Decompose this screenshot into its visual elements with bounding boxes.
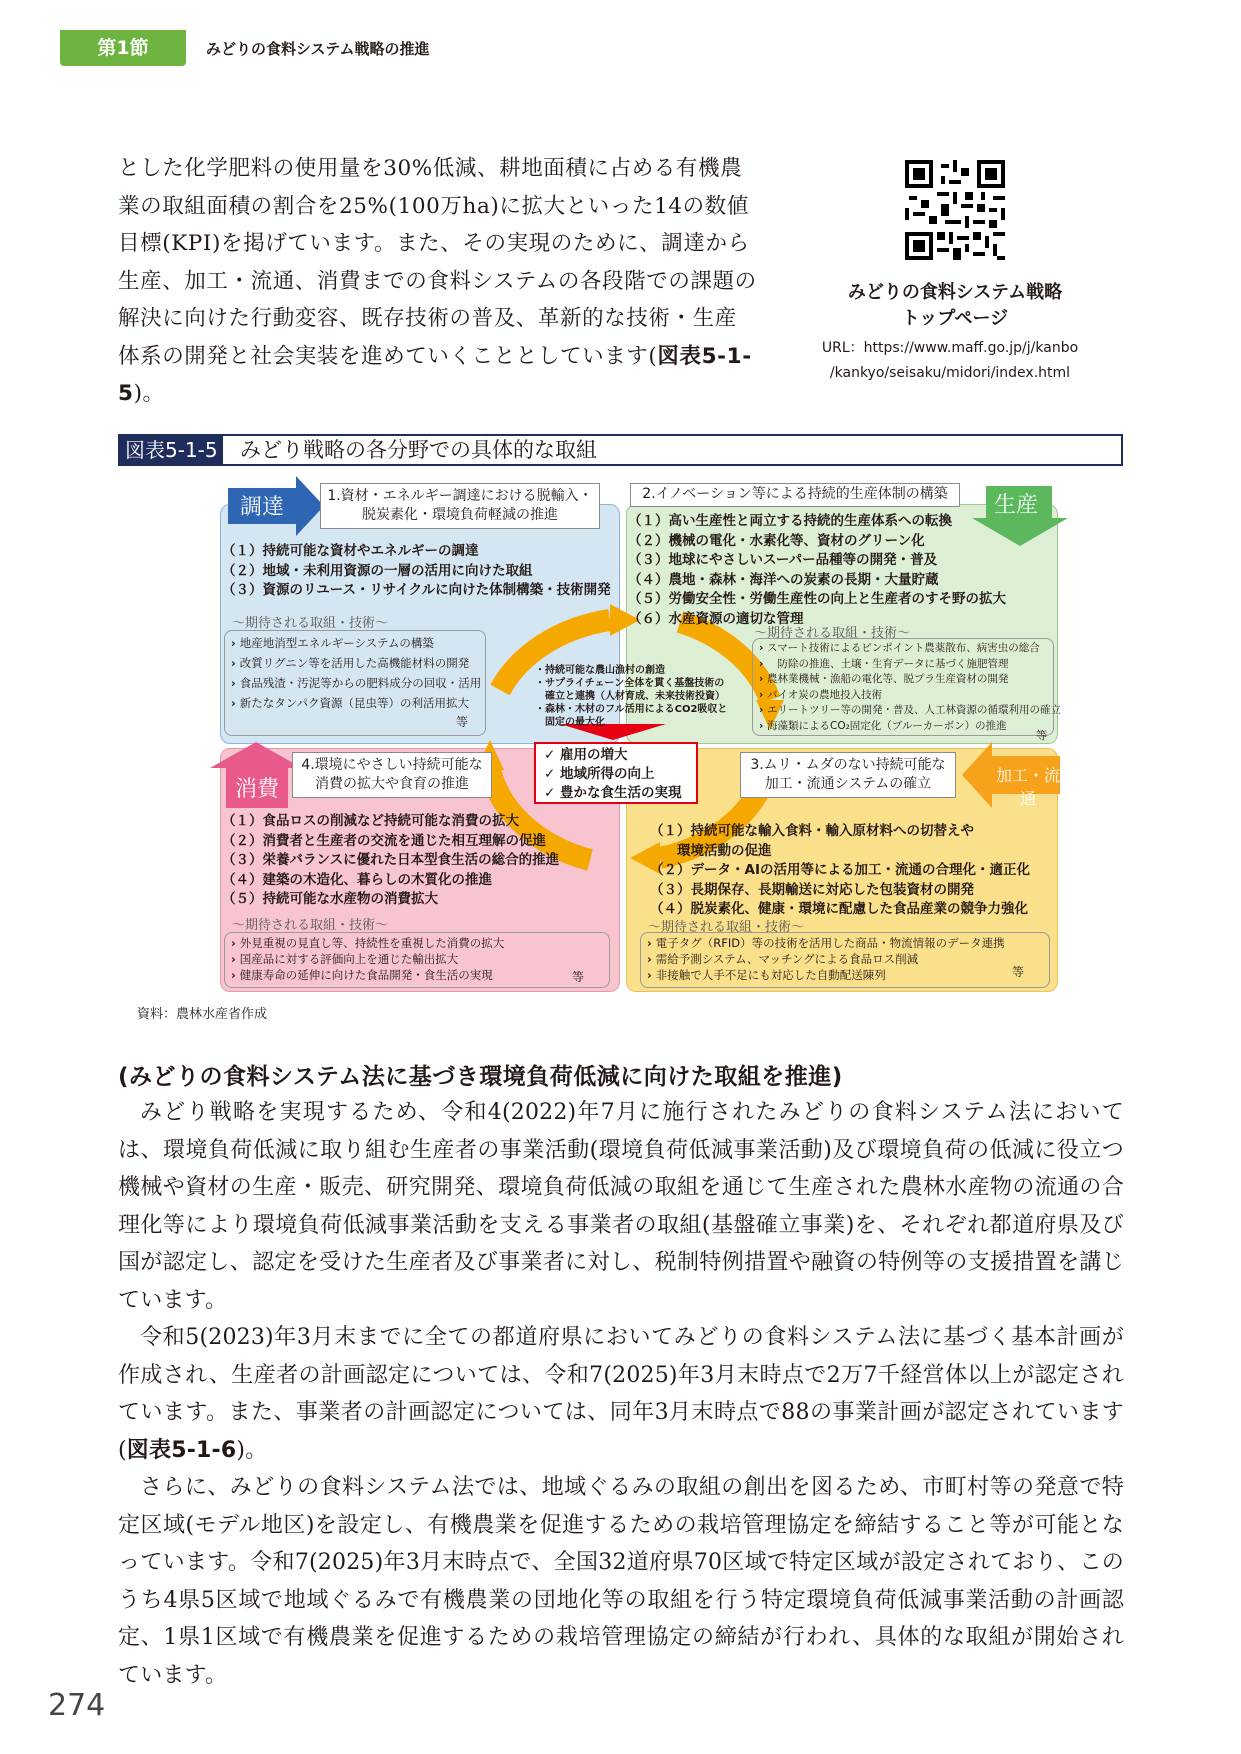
list-item: （３）栄養バランスに優れた日本型食生活の総合的推進 (222, 852, 560, 868)
production-heading: 2.イノベーション等による持続的生産体制の構築 (630, 483, 960, 507)
list-item: › 防除の推進、土壌・生育データに基づく施肥管理 (759, 657, 1047, 673)
list-item: （２）消費者と生産者の交流を通じた相互理解の促進 (222, 832, 546, 849)
list-item: › 新たなタンパク資源（昆虫等）の利活用拡大 (231, 693, 479, 713)
list-item: › 改質リグニン等を活用した高機能材料の開発 (231, 653, 479, 673)
paragraph: さらに、みどりの食料システム法では、地域ぐるみの取組の創出を図るため、市町村等の発意で特定区域(モデル地区)を設定し、有機農業を促進するための栽培管理協定を締結すること等が可能となっています。令和7(2025)年3月末時点で、全国32道府県70区域で特定区域が設定されており、このうち4県5区域で地域ぐるみで有機農業の団地化等の取組を行う特定環境負荷低減事業活動の計画認定、1県1区域で有機農業を促進するための栽培管理協定の締結が行われ、具体的な取組が開始されています。 (118, 1475, 1124, 1688)
list-item: （４）農地・森林・海洋への炭素の長期・大量貯蔵 (628, 571, 939, 588)
center-line: ・森林・木材のフル活用によるCO2吸収と (535, 704, 728, 715)
qr-caption-line2: トップページ (901, 308, 1009, 329)
list-item: （６）水産資源の適切な管理 (628, 610, 804, 627)
list-item: （２）機械の電化・水素化等、資材のグリーン化 (628, 532, 925, 549)
list-item: › 需給予測システム、マッチングによる食品ロス削減 (647, 951, 1043, 967)
processing-tech-heading: 〜期待される取組・技術〜 (648, 920, 805, 935)
procurement-tech-heading: 〜期待される取組・技術〜 (232, 616, 389, 631)
list-item: › 国産品に対する評価向上を通じた輸出拡大 (231, 951, 603, 967)
consumption-heading-line1: 4.環境にやさしい持続可能な (301, 757, 483, 773)
list-item: （２）データ・AIの活用等による加工・流通の合理化・適正化 (650, 862, 1030, 878)
center-text (535, 664, 745, 729)
production-tech-list (752, 638, 1061, 736)
consumption-heading (292, 752, 492, 798)
processing-heading-line1: 3.ムリ・ムダのない持続可能な (750, 757, 946, 773)
qr-caption-line1: みどりの食料システム戦略 (847, 282, 1063, 303)
list-item: （１）高い生産性と両立する持続的生産体系への転換 (628, 513, 952, 529)
list-item: › エリートツリー等の開発・普及、人工林資源の循環利用の確立 (759, 703, 1047, 719)
outcome-item: ✓ 地域所得の向上 (544, 765, 696, 784)
processing-heading-line2: 加工・流通システムの確立 (764, 776, 932, 792)
consumption-tag: 消費 (234, 777, 279, 802)
intro-text-end: )。 (133, 381, 165, 406)
list-item: › 地産地消型エネルギーシステムの構築 (231, 633, 479, 653)
processing-heading (740, 752, 956, 798)
production-items (628, 512, 1006, 629)
figure-reference[interactable]: 図表5-1-5 (118, 343, 752, 406)
outcome-box (534, 742, 698, 804)
consumption-etc: 等 (572, 970, 585, 984)
processing-tag: 加工・流通 (995, 766, 1060, 808)
procurement-tag: 調達 (239, 495, 284, 520)
center-line: 固定の最大化 (535, 717, 605, 728)
section-heading: (みどりの食料システム法に基づき環境負荷低減に向けた取組を推進) (118, 1064, 843, 1090)
paragraph: みどり戦略を実現するため、令和4(2022)年7月に施行されたみどりの食料システム法においては、環境負荷低減に取り組む生産者の事業活動(環境負荷低減事業活動)及び環境負荷の低減に役立つ機械や資材の生産・販売、研究開発、環境負荷低減の取組を通じて生産された農林水産物の流通の合理化等により環境負荷低減事業活動を支える事業者の取組(基盤確立事業)を、それぞれ都道府県及び国が認定し、認定を受けた生産者及び事業者に対し、税制特例措置や融資の特例等の支援措置を講じています。 (118, 1100, 1124, 1313)
outcome-item: ✓ 雇用の増大 (544, 746, 696, 765)
list-item: › スマート技術によるピンポイント農薬散布、病害虫の総合 (759, 641, 1047, 657)
procurement-items (222, 542, 611, 601)
outcome-item: ✓ 豊かな食生活の実現 (544, 784, 696, 803)
consumption-heading-line2: 消費の拡大や食育の推進 (315, 776, 469, 792)
production-tech-heading: 〜期待される取組・技術〜 (754, 626, 911, 641)
list-item: （５）持続可能な水産物の消費拡大 (222, 891, 438, 907)
list-item: （５）労働安全性・労働生産性の向上と生産者のすそ野の拡大 (628, 591, 1006, 607)
list-item: （１）食品ロスの削減など持続可能な消費の拡大 (222, 813, 519, 829)
qr-url-line1: URL：https://www.maff.go.jp/j/kanbo (821, 340, 1079, 356)
list-item: › 電子タグ（RFID）等の技術を活用した商品・物流情報のデータ連携 (647, 935, 1043, 951)
list-item: › 農林業機械・漁船の電化等、脱プラ生産資材の開発 (759, 672, 1047, 688)
procurement-etc: 等 (456, 715, 469, 729)
list-item: （３）地球にやさしいスーパー品種等の開発・普及 (628, 552, 938, 568)
list-item: （２）地域・未利用資源の一層の活用に向けた取組 (222, 562, 533, 579)
list-item: › 食品残渣・汚泥等からの肥料成分の回収・活用 (231, 673, 479, 693)
processing-items (650, 822, 1030, 920)
paragraph-text: 令和5(2023)年3月末までに全ての都道府県においてみどりの食料システム法に基づく基本計画が作成され、生産者の計画認定については、令和7(2025)年3月末時点で2万7千経営体以上が認定されています。また、事業者の計画認定については、同年3月末時点で88の事業計画が認定されています( (118, 1325, 1124, 1463)
list-item: （１）持続可能な輸入食料・輸入原材料への切替えや (650, 823, 974, 839)
center-line: 確立と連携（人材育成、未来技術投資） (535, 691, 725, 702)
list-item: 環境活動の促進 (650, 842, 772, 859)
list-item: › バイオ炭の農地投入技術 (759, 688, 1047, 704)
section-tab: 第1節 (60, 30, 186, 66)
center-line: ・持続可能な農山漁村の創造 (535, 665, 665, 676)
procurement-heading (320, 483, 600, 529)
list-item: （４）建築の木造化、暮らしの木質化の推進 (222, 871, 492, 888)
procurement-tech-list (224, 630, 486, 736)
list-item: › 海藻類によるCO₂固定化（ブルーカーボン）の推進 (759, 719, 1047, 735)
intro-text: とした化学肥料の使用量を30%低減、耕地面積に占める有機農業の取組面積の割合を25%(100万ha)に拡大といった14の数値目標(KPI)を掲げています。また、その実現のために、調達から生産、加工・流通、消費までの食料システムの各段階での課題の解決に向けた行動変容、既存技術の普及、革新的な技術・生産体系の開発と社会実装を進めていくこととしています( (118, 156, 757, 369)
processing-tech-list (640, 932, 1050, 988)
list-item: › 外見重視の見直し等、持続性を重視した消費の拡大 (231, 935, 603, 951)
list-item: （３）資源のリユース・リサイクルに向けた体制構築・技術開発 (222, 582, 611, 598)
consumption-tech-heading: 〜期待される取組・技術〜 (232, 918, 389, 933)
procurement-heading-line1: 1.資材・エネルギー調達における脱輸入・ (327, 488, 593, 504)
figure-title: みどり戦略の各分野での具体的な取組 (240, 438, 597, 462)
procurement-heading-line2: 脱炭素化・環境負荷軽減の推進 (362, 507, 558, 523)
center-line: ・サプライチェーン全体を貫く基盤技術の (535, 678, 725, 689)
body-text (118, 1094, 1124, 1694)
consumption-tech-list (224, 932, 610, 988)
figure-label: 図表5-1-5 (120, 436, 223, 464)
list-item: （３）長期保存、長期輸送に対応した包装資材の開発 (650, 881, 974, 898)
figure-reference[interactable]: 図表5-1-6 (126, 1437, 237, 1463)
paragraph (118, 1319, 1124, 1469)
list-item: › 健康寿命の延伸に向けた食品開発・食生活の実現 (231, 967, 603, 983)
list-item: （４）脱炭素化、健康・環境に配慮した食品産業の競争力強化 (650, 901, 1028, 917)
section-title: みどりの食料システム戦略の推進 (206, 40, 430, 58)
paragraph-text-end: )。 (236, 1437, 268, 1463)
qr-url-line2: /kankyo/seisaku/midori/index.html (829, 365, 1071, 381)
figure-source: 資料：農林水産省作成 (137, 1007, 268, 1022)
consumption-items (222, 812, 559, 910)
list-item: › 非接触で人手不足にも対応した自動配送陳列 (647, 967, 1043, 983)
production-etc: 等 (1036, 729, 1047, 742)
list-item: （１）持続可能な資材やエネルギーの調達 (222, 543, 479, 559)
production-tag: 生産 (993, 493, 1038, 518)
processing-etc: 等 (1012, 965, 1025, 979)
page-number: 274 (48, 1688, 106, 1723)
